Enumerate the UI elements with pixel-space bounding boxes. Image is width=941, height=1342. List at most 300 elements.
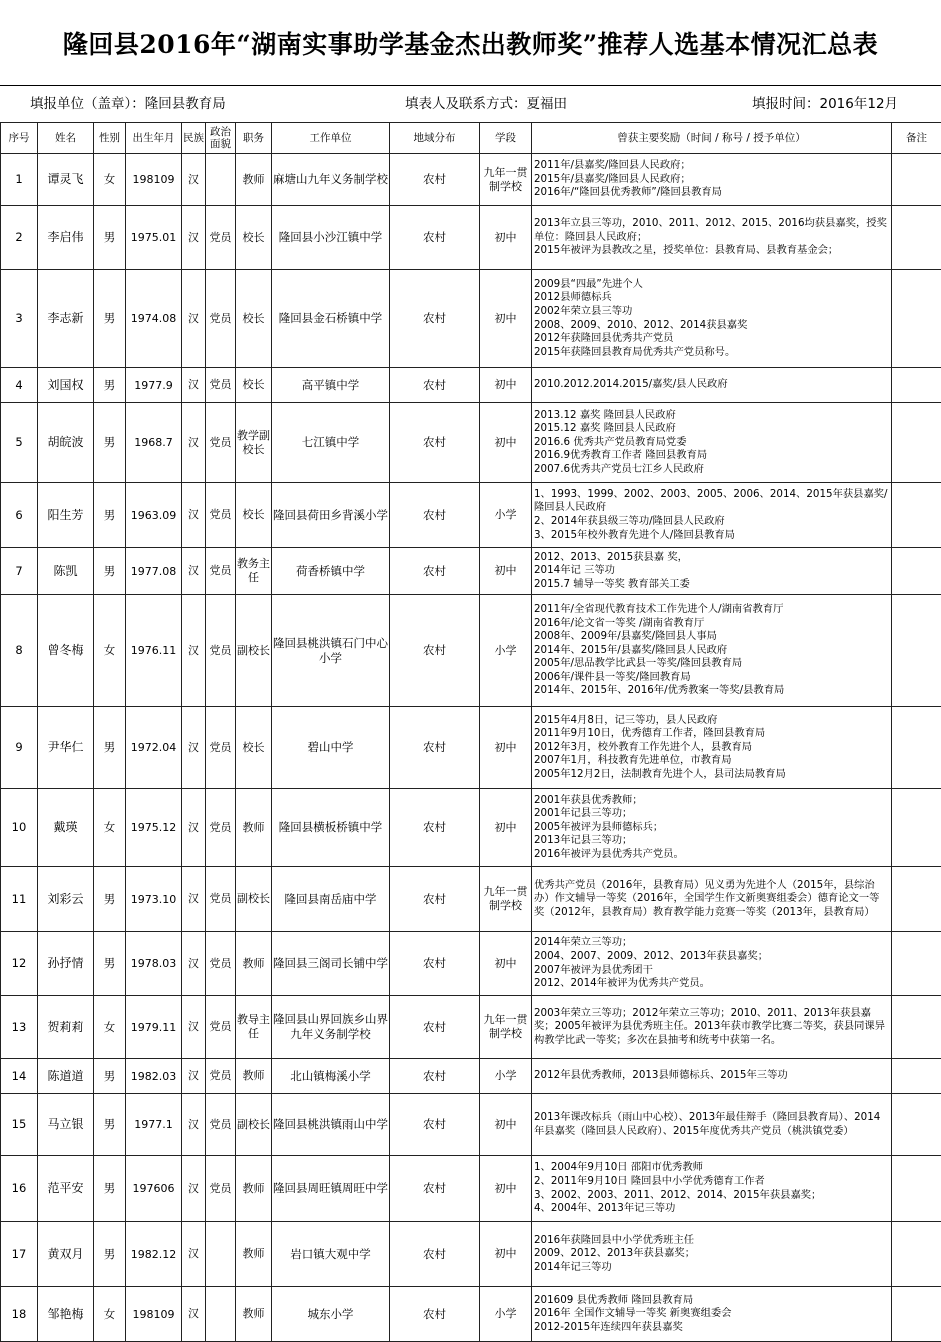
cell-name: 李志新 [38, 270, 94, 368]
cell-position: 教学副校长 [236, 403, 272, 483]
award-line: 2015年4月8日，记三等功，县人民政府 [534, 714, 889, 728]
cell-gender: 男 [94, 403, 126, 483]
cell-name: 阳生芳 [38, 483, 94, 548]
cell-work-unit: 麻塘山九年义务制学校 [272, 154, 390, 206]
cell-political-status: 党员 [206, 403, 236, 483]
cell-seq: 10 [1, 789, 38, 867]
award-line: 2013年记县三等功； [534, 834, 889, 848]
cell-work-unit: 隆回县金石桥镇中学 [272, 270, 390, 368]
cell-work-unit: 隆回县山界回族乡山界九年义务制学校 [272, 996, 390, 1059]
page-title: 隆回县2016年“湖南实事助学基金杰出教师奖”推荐人选基本情况汇总表 [0, 0, 941, 86]
cell-note [892, 595, 941, 707]
table-row [1, 548, 941, 595]
cell-work-unit: 七江镇中学 [272, 403, 390, 483]
award-line: 2014年、2015年、2016年/优秀教案一等奖/县教育局 [534, 684, 889, 698]
cell-political-status: 党员 [206, 368, 236, 403]
table-row [1, 403, 941, 483]
cell-seq: 13 [1, 996, 38, 1059]
cell-note [892, 368, 941, 403]
table-row [1, 1222, 941, 1287]
cell-area: 农村 [390, 270, 480, 368]
cell-name: 刘国权 [38, 368, 94, 403]
cell-name: 刘彩云 [38, 867, 94, 932]
table-row [1, 1287, 941, 1342]
cell-ethnicity: 汉 [182, 996, 206, 1059]
cell-awards [532, 206, 892, 270]
award-line: 2011年9月10日，优秀德育工作者，隆回县教育局 [534, 727, 889, 741]
cell-awards [532, 154, 892, 206]
cell-area: 农村 [390, 483, 480, 548]
cell-name: 胡皖波 [38, 403, 94, 483]
table-row [1, 270, 941, 368]
cell-ethnicity: 汉 [182, 368, 206, 403]
cell-name: 马立银 [38, 1094, 94, 1156]
cell-birth: 1978.03 [126, 932, 182, 996]
award-line: 2009县“四最”先进个人 [534, 278, 889, 292]
cell-seq: 14 [1, 1059, 38, 1094]
cell-birth: 1974.08 [126, 270, 182, 368]
cell-ethnicity: 汉 [182, 595, 206, 707]
cell-position: 校长 [236, 206, 272, 270]
cell-political-status: 党员 [206, 1059, 236, 1094]
cell-work-unit: 隆回县小沙江镇中学 [272, 206, 390, 270]
award-line: 2008、2009、2010、2012、2014获县嘉奖 [534, 319, 889, 333]
reporting-unit: 填报单位（盖章）：隆回县教育局 [30, 86, 226, 122]
award-line: 2014年荣立三等功； [534, 936, 889, 950]
table-row [1, 1156, 941, 1222]
cell-note [892, 996, 941, 1059]
award-line: 2012年获隆回县优秀共产党员 [534, 332, 889, 346]
award-line: 2012年3月，校外教育工作先进个人，县教育局 [534, 741, 889, 755]
cell-school-stage: 初中 [480, 206, 532, 270]
cell-gender: 男 [94, 932, 126, 996]
cell-ethnicity: 汉 [182, 1059, 206, 1094]
award-line: 2015年获隆回县教育局优秀共产党员称号。 [534, 346, 889, 360]
header-ethnicity: 民族 [182, 123, 206, 154]
award-line: 2016年获隆回县中小学优秀班主任 [534, 1234, 889, 1248]
cell-work-unit: 岩口镇大观中学 [272, 1222, 390, 1287]
cell-work-unit: 隆回县桃洪镇石门中心小学 [272, 595, 390, 707]
table-row [1, 206, 941, 270]
cell-note [892, 1287, 941, 1342]
cell-political-status: 党员 [206, 1156, 236, 1222]
cell-area: 农村 [390, 403, 480, 483]
cell-awards [532, 1059, 892, 1094]
award-line: 2010.2012.2014.2015/嘉奖/县人民政府 [534, 378, 889, 392]
cell-political-status [206, 154, 236, 206]
cell-position: 教师 [236, 1287, 272, 1342]
cell-political-status: 党员 [206, 707, 236, 789]
cell-name: 李启伟 [38, 206, 94, 270]
table-row [1, 483, 941, 548]
award-line: 2、2011年9月10日 隆回县中小学优秀德育工作者 [534, 1175, 889, 1189]
cell-ethnicity: 汉 [182, 1287, 206, 1342]
cell-seq: 4 [1, 368, 38, 403]
cell-note [892, 154, 941, 206]
cell-seq: 15 [1, 1094, 38, 1156]
cell-ethnicity: 汉 [182, 154, 206, 206]
header-name: 姓名 [38, 123, 94, 154]
cell-gender: 男 [94, 483, 126, 548]
cell-note [892, 1222, 941, 1287]
cell-political-status: 党员 [206, 483, 236, 548]
cell-ethnicity: 汉 [182, 867, 206, 932]
cell-political-status: 党员 [206, 789, 236, 867]
award-line: 2012县师德标兵 [534, 291, 889, 305]
award-line: 2011年/全省现代教育技术工作先进个人/湖南省教育厅 [534, 603, 889, 617]
award-line: 2002年荣立县三等功 [534, 305, 889, 319]
award-line: 2003年荣立三等功；2012年荣立三等功；2010、2011、2013年获县嘉奖；2005年被评为县优秀班主任。2013年获市教学比赛二等奖，获县同课异构教学比武一等奖；多次在县抽考和统考中获第一名。 [534, 1007, 889, 1048]
cell-position: 教师 [236, 932, 272, 996]
cell-work-unit: 隆回县南岳庙中学 [272, 867, 390, 932]
cell-awards [532, 932, 892, 996]
cell-school-stage: 小学 [480, 595, 532, 707]
cell-awards [532, 403, 892, 483]
award-line: 2013年课改标兵（雨山中心校）、2013年最佳辩手（隆回县教育局）、2014年县嘉奖（隆回县人民政府）、2015年度优秀共产党员（桃洪镇党委） [534, 1111, 889, 1138]
cell-birth: 1977.08 [126, 548, 182, 595]
award-line: 2005年/思品教学比武县一等奖/隆回县教育局 [534, 657, 889, 671]
cell-political-status: 党员 [206, 270, 236, 368]
cell-name: 贺莉莉 [38, 996, 94, 1059]
cell-area: 农村 [390, 206, 480, 270]
header-school-stage: 学段 [480, 123, 532, 154]
cell-position: 副校长 [236, 1094, 272, 1156]
cell-note [892, 270, 941, 368]
cell-position: 教师 [236, 1156, 272, 1222]
award-line: 2001年获县优秀教师； [534, 794, 889, 808]
cell-school-stage: 初中 [480, 403, 532, 483]
cell-name: 邹艳梅 [38, 1287, 94, 1342]
candidates-table [0, 122, 941, 1342]
cell-school-stage: 小学 [480, 1059, 532, 1094]
cell-name: 孙抒情 [38, 932, 94, 996]
cell-area: 农村 [390, 1094, 480, 1156]
award-line: 2008年、2009年/县嘉奖/隆回县人事局 [534, 630, 889, 644]
cell-name: 曾冬梅 [38, 595, 94, 707]
cell-gender: 男 [94, 206, 126, 270]
cell-gender: 男 [94, 707, 126, 789]
cell-area: 农村 [390, 595, 480, 707]
table-row [1, 867, 941, 932]
cell-work-unit: 碧山中学 [272, 707, 390, 789]
cell-awards [532, 368, 892, 403]
table-row [1, 707, 941, 789]
cell-area: 农村 [390, 1156, 480, 1222]
cell-birth: 1973.10 [126, 867, 182, 932]
cell-school-stage: 初中 [480, 1156, 532, 1222]
award-line: 2005年被评为县师德标兵； [534, 821, 889, 835]
cell-note [892, 483, 941, 548]
cell-awards [532, 595, 892, 707]
cell-school-stage: 初中 [480, 789, 532, 867]
award-line: 2007年1月，科技教育先进单位，市教育局 [534, 754, 889, 768]
cell-gender: 男 [94, 270, 126, 368]
cell-name: 谭灵飞 [38, 154, 94, 206]
cell-awards [532, 1156, 892, 1222]
cell-birth: 1975.01 [126, 206, 182, 270]
award-line: 2014年记三等功 [534, 1261, 889, 1275]
cell-note [892, 789, 941, 867]
award-line: 1、1993、1999、2002、2003、2005、2006、2014、2015年获县嘉奖/隆回县人民政府 [534, 488, 889, 515]
cell-birth: 1972.04 [126, 707, 182, 789]
cell-area: 农村 [390, 154, 480, 206]
cell-gender: 男 [94, 867, 126, 932]
cell-awards [532, 867, 892, 932]
award-line: 2007.6优秀共产党员七江乡人民政府 [534, 463, 889, 477]
cell-area: 农村 [390, 867, 480, 932]
table-body [1, 154, 941, 1342]
cell-position: 副校长 [236, 595, 272, 707]
cell-position: 副校长 [236, 867, 272, 932]
header-political-status: 政治面貌 [206, 123, 236, 154]
cell-school-stage: 初中 [480, 1222, 532, 1287]
cell-seq: 18 [1, 1287, 38, 1342]
table-header-row [1, 123, 941, 154]
award-line: 2001年记县三等功； [534, 807, 889, 821]
cell-birth: 197606 [126, 1156, 182, 1222]
header-area: 地域分布 [390, 123, 480, 154]
cell-gender: 女 [94, 595, 126, 707]
cell-note [892, 932, 941, 996]
cell-awards [532, 1094, 892, 1156]
cell-ethnicity: 汉 [182, 1094, 206, 1156]
cell-area: 农村 [390, 1222, 480, 1287]
award-line: 优秀共产党员（2016年，县教育局）见义勇为先进个人（2015年，县综治办）作文辅导一等奖（2016年，全国学生作文新奥赛组委会）德育论文一等奖（2012年，县教育局）教育教学能力竞赛一等奖（2013年，县教育局） [534, 879, 889, 920]
contact-person: 填表人及联系方式：夏福田 [405, 86, 567, 122]
cell-name: 尹华仁 [38, 707, 94, 789]
award-line: 2016.9优秀教育工作者 隆回县教育局 [534, 449, 889, 463]
cell-work-unit: 隆回县荷田乡背溪小学 [272, 483, 390, 548]
cell-work-unit: 北山镇梅溪小学 [272, 1059, 390, 1094]
cell-seq: 9 [1, 707, 38, 789]
award-line: 2012、2013、2015获县嘉 奖， [534, 551, 889, 565]
cell-note [892, 1059, 941, 1094]
cell-work-unit: 隆回县三阁司长铺中学 [272, 932, 390, 996]
cell-birth: 1982.03 [126, 1059, 182, 1094]
award-line: 2016.6 优秀共产党员教育局党委 [534, 436, 889, 450]
header-note: 备注 [892, 123, 941, 154]
cell-awards [532, 1287, 892, 1342]
award-line: 4、2004年、2013年记三等功 [534, 1202, 889, 1216]
cell-gender: 男 [94, 1156, 126, 1222]
cell-position: 教务主任 [236, 548, 272, 595]
cell-school-stage: 初中 [480, 548, 532, 595]
cell-ethnicity: 汉 [182, 1156, 206, 1222]
cell-gender: 女 [94, 789, 126, 867]
cell-gender: 男 [94, 548, 126, 595]
cell-birth: 1977.1 [126, 1094, 182, 1156]
cell-area: 农村 [390, 789, 480, 867]
cell-seq: 7 [1, 548, 38, 595]
cell-school-stage: 小学 [480, 483, 532, 548]
award-line: 2013.12 嘉奖 隆回县人民政府 [534, 409, 889, 423]
award-line: 2012-2015年连续四年获县嘉奖 [534, 1321, 889, 1335]
cell-political-status: 党员 [206, 595, 236, 707]
table-row [1, 595, 941, 707]
cell-ethnicity: 汉 [182, 789, 206, 867]
award-line: 201609 县优秀教师 隆回县教育局 [534, 1294, 889, 1308]
cell-ethnicity: 汉 [182, 403, 206, 483]
cell-ethnicity: 汉 [182, 707, 206, 789]
table-row [1, 789, 941, 867]
award-line: 2016年/“隆回县优秀教师”/隆回县教育局 [534, 186, 889, 200]
cell-position: 校长 [236, 483, 272, 548]
award-line: 2012、2014年被评为优秀共产党员。 [534, 977, 889, 991]
award-line: 2012年县优秀教师，2013县师德标兵、2015年三等功 [534, 1069, 889, 1083]
cell-work-unit: 高平镇中学 [272, 368, 390, 403]
cell-seq: 1 [1, 154, 38, 206]
cell-birth: 198109 [126, 1287, 182, 1342]
cell-gender: 男 [94, 1094, 126, 1156]
award-line: 2016年 全国作文辅导一等奖 新奥赛组委会 [534, 1307, 889, 1321]
cell-seq: 17 [1, 1222, 38, 1287]
cell-gender: 男 [94, 1059, 126, 1094]
cell-gender: 男 [94, 1222, 126, 1287]
cell-school-stage: 九年一贯制学校 [480, 996, 532, 1059]
cell-note [892, 403, 941, 483]
award-line: 2005年12月2日，法制教育先进个人，县司法局教育局 [534, 768, 889, 782]
cell-birth: 1968.7 [126, 403, 182, 483]
cell-position: 校长 [236, 368, 272, 403]
cell-position: 校长 [236, 707, 272, 789]
award-line: 2009、2012、2013年获县嘉奖； [534, 1247, 889, 1261]
cell-position: 教师 [236, 1059, 272, 1094]
cell-political-status: 党员 [206, 1094, 236, 1156]
award-line: 2013年立县三等功，2010、2011、2012、2015、2016均获县嘉奖，授奖单位：隆回县人民政府； [534, 217, 889, 244]
cell-birth: 198109 [126, 154, 182, 206]
cell-area: 农村 [390, 707, 480, 789]
cell-position: 教师 [236, 154, 272, 206]
cell-work-unit: 隆回县周旺镇周旺中学 [272, 1156, 390, 1222]
header-work-unit: 工作单位 [272, 123, 390, 154]
cell-note [892, 206, 941, 270]
cell-political-status: 党员 [206, 548, 236, 595]
cell-school-stage: 九年一贯制学校 [480, 867, 532, 932]
cell-seq: 11 [1, 867, 38, 932]
cell-work-unit: 隆回县桃洪镇雨山中学 [272, 1094, 390, 1156]
header-position: 职务 [236, 123, 272, 154]
cell-awards [532, 1222, 892, 1287]
award-line: 1、2004年9月10日 邵阳市优秀教师 [534, 1161, 889, 1175]
cell-birth: 1982.12 [126, 1222, 182, 1287]
cell-school-stage: 初中 [480, 1094, 532, 1156]
cell-note [892, 867, 941, 932]
cell-name: 陈凯 [38, 548, 94, 595]
table-row [1, 996, 941, 1059]
cell-political-status [206, 1287, 236, 1342]
cell-school-stage: 初中 [480, 270, 532, 368]
award-line: 2014年记 三等功 [534, 564, 889, 578]
cell-area: 农村 [390, 996, 480, 1059]
cell-name: 陈道道 [38, 1059, 94, 1094]
cell-awards [532, 707, 892, 789]
cell-ethnicity: 汉 [182, 270, 206, 368]
table-row [1, 154, 941, 206]
cell-position: 教师 [236, 789, 272, 867]
award-line: 2015年被评为县教改之星，授奖单位：县教育局、县教育基金会； [534, 244, 889, 258]
cell-position: 教导主任 [236, 996, 272, 1059]
cell-birth: 1976.11 [126, 595, 182, 707]
cell-area: 农村 [390, 932, 480, 996]
table-row [1, 368, 941, 403]
award-line: 2015.7 辅导一等奖 教育部关工委 [534, 578, 889, 592]
table-row [1, 932, 941, 996]
cell-work-unit: 城东小学 [272, 1287, 390, 1342]
cell-ethnicity: 汉 [182, 548, 206, 595]
cell-area: 农村 [390, 548, 480, 595]
cell-school-stage: 初中 [480, 368, 532, 403]
cell-awards [532, 270, 892, 368]
cell-gender: 女 [94, 154, 126, 206]
header-awards: 曾获主要奖励（时间 / 称号 / 授予单位） [532, 123, 892, 154]
cell-birth: 1979.11 [126, 996, 182, 1059]
cell-ethnicity: 汉 [182, 932, 206, 996]
cell-political-status: 党员 [206, 996, 236, 1059]
cell-birth: 1977.9 [126, 368, 182, 403]
award-line: 2004、2007、2009、2012、2013年获县嘉奖； [534, 950, 889, 964]
cell-school-stage: 小学 [480, 1287, 532, 1342]
cell-school-stage: 初中 [480, 707, 532, 789]
award-line: 3、2002、2003、2011、2012、2014、2015年获县嘉奖； [534, 1189, 889, 1203]
cell-area: 农村 [390, 1059, 480, 1094]
cell-seq: 12 [1, 932, 38, 996]
cell-school-stage: 初中 [480, 932, 532, 996]
table-row [1, 1094, 941, 1156]
cell-note [892, 707, 941, 789]
cell-gender: 男 [94, 368, 126, 403]
award-line: 2016年被评为县优秀共产党员。 [534, 848, 889, 862]
cell-seq: 3 [1, 270, 38, 368]
header-birth: 出生年月 [126, 123, 182, 154]
cell-name: 范平安 [38, 1156, 94, 1222]
cell-gender: 女 [94, 1287, 126, 1342]
award-line: 2015年/县嘉奖/隆回县人民政府； [534, 173, 889, 187]
cell-seq: 8 [1, 595, 38, 707]
cell-awards [532, 789, 892, 867]
reporting-date: 填报时间：2016年12月 [752, 86, 898, 122]
cell-birth: 1963.09 [126, 483, 182, 548]
cell-seq: 2 [1, 206, 38, 270]
cell-political-status: 党员 [206, 206, 236, 270]
award-line: 2016年/论文省一等奖 /湖南省教育厅 [534, 617, 889, 631]
award-line: 2014年、2015年/县嘉奖/隆回县人民政府 [534, 644, 889, 658]
cell-school-stage: 九年一贯制学校 [480, 154, 532, 206]
cell-gender: 女 [94, 996, 126, 1059]
cell-birth: 1975.12 [126, 789, 182, 867]
cell-ethnicity: 汉 [182, 1222, 206, 1287]
cell-awards [532, 996, 892, 1059]
cell-seq: 16 [1, 1156, 38, 1222]
cell-ethnicity: 汉 [182, 483, 206, 548]
cell-political-status [206, 1222, 236, 1287]
cell-awards [532, 548, 892, 595]
cell-work-unit: 隆回县横板桥镇中学 [272, 789, 390, 867]
header-gender: 性别 [94, 123, 126, 154]
cell-work-unit: 荷香桥镇中学 [272, 548, 390, 595]
cell-area: 农村 [390, 1287, 480, 1342]
award-line: 2015.12 嘉奖 隆回县人民政府 [534, 422, 889, 436]
award-line: 3、2015年校外教育先进个人/隆回县教育局 [534, 529, 889, 543]
cell-political-status: 党员 [206, 867, 236, 932]
cell-political-status: 党员 [206, 932, 236, 996]
cell-seq: 5 [1, 403, 38, 483]
cell-ethnicity: 汉 [182, 206, 206, 270]
table-row [1, 1059, 941, 1094]
cell-position: 教师 [236, 1222, 272, 1287]
cell-note [892, 1094, 941, 1156]
cell-seq: 6 [1, 483, 38, 548]
award-line: 2011年/县嘉奖/隆回县人民政府； [534, 159, 889, 173]
